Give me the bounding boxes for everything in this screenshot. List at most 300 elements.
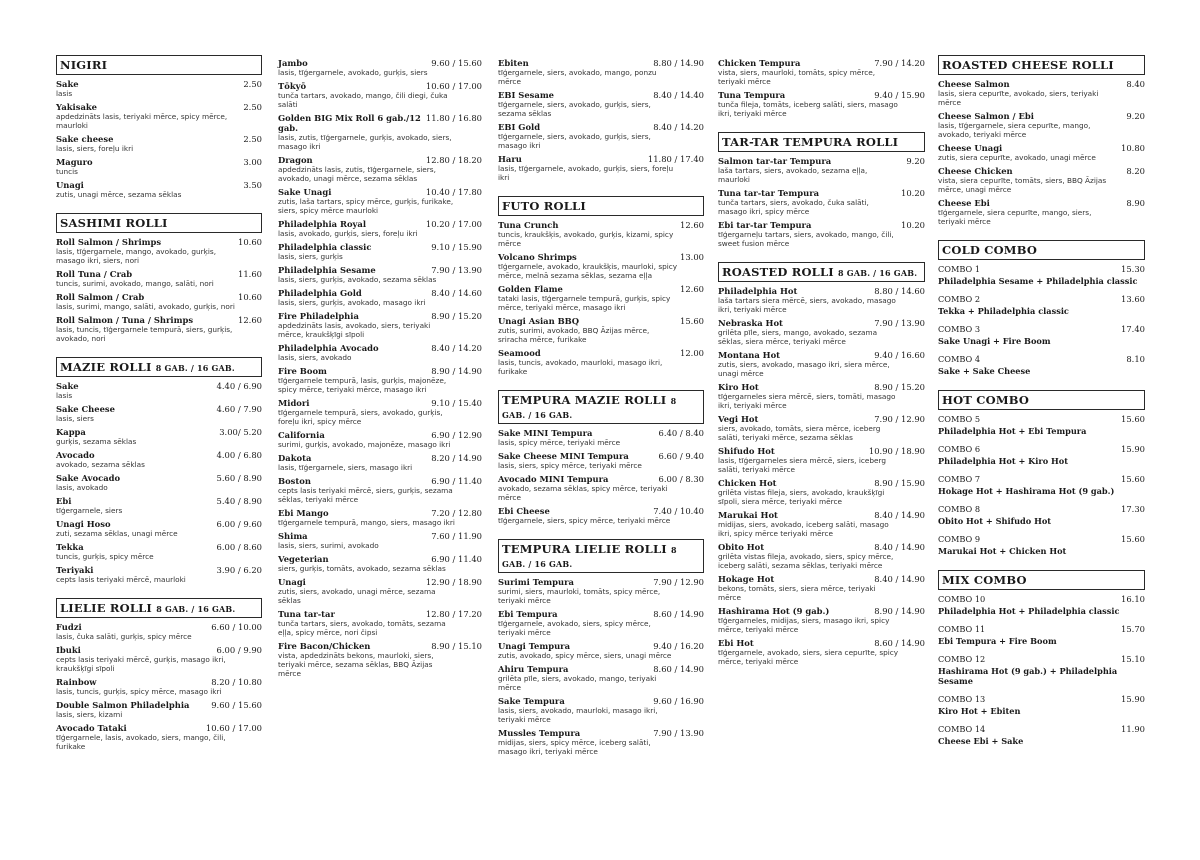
- menu-section: [498, 196, 704, 376]
- menu-item: [56, 102, 262, 130]
- combo-contents: Sake Unagi + Fire Boom: [938, 336, 1051, 346]
- menu-item-description: lasis, siers, gurķis, avokado, masago ikri: [278, 298, 426, 307]
- menu-item-description: lasis, avokado: [56, 483, 108, 492]
- menu-section: [56, 598, 262, 751]
- menu-item-name: Yakisake: [56, 102, 98, 112]
- section-title: ROASTED ROLLI: [722, 265, 834, 279]
- menu-item-price: 9.40 / 15.90: [874, 90, 925, 100]
- menu-item-price: 6.00 / 8.30: [658, 474, 704, 484]
- menu-item-description: tunča fileja, tomāts, iceberg salāti, siers, masago ikri, teriyaki mērce: [718, 100, 898, 118]
- menu-item-price: 8.40 / 14.40: [653, 90, 704, 100]
- menu-item-name: Unagi: [56, 180, 84, 190]
- menu-item-description: apdedzināts lasis, zutis, tīģergarnele, siers, avokado, unagi mērce, sezama sēklas: [278, 165, 436, 183]
- menu-item: [718, 220, 925, 248]
- menu-item: [938, 166, 1145, 194]
- menu-item: [56, 723, 262, 751]
- combo-row: [938, 594, 1145, 604]
- menu-item-description: lasis, siers, surimi, avokado: [278, 541, 379, 550]
- menu-item-description: lasis, siers, gurķis: [278, 252, 343, 261]
- menu-item-name: Seamood: [498, 348, 541, 358]
- menu-item-price: 6.60 / 9.40: [658, 451, 704, 461]
- menu-item: [938, 111, 1145, 139]
- combo-contents: Philadelphia Sesame + Philadelphia classic: [938, 276, 1138, 286]
- menu-item-price: 11.80 / 17.40: [647, 154, 704, 164]
- combo-row: [938, 444, 1145, 454]
- menu-item-price: 9.20: [1126, 111, 1145, 121]
- menu-item-description: lasis, tuncis, tīģergarnele tempurā, siers, gurķis, avokado, nori: [56, 325, 233, 343]
- section-subtitle: 8 GAB. / 16 GAB.: [502, 396, 677, 420]
- menu-item: [498, 474, 704, 502]
- menu-item-row: [278, 366, 482, 376]
- menu-item-name: Marukai Hot: [718, 510, 778, 520]
- menu-item-name: Avocado Tataki: [56, 723, 127, 733]
- menu-item-price: 9.60 / 15.60: [211, 700, 262, 710]
- menu-item: [498, 506, 704, 525]
- combo-row: [938, 624, 1145, 634]
- menu-item-name: Sake: [56, 79, 79, 89]
- section-title: NIGIRI: [60, 58, 108, 72]
- menu-item-price: 6.00 / 8.60: [216, 542, 262, 552]
- section-title: MIX COMBO: [942, 573, 1027, 587]
- menu-item-description: tuncis, surimi, avokado, mango, salāti, nori: [56, 279, 214, 288]
- menu-item-description: lasis, spicy mērce, teriyaki mērce: [498, 438, 621, 447]
- combo-contents: Hashirama Hot (9 gab.) + Philadelphia Sesame: [938, 666, 1118, 686]
- menu-item-description: lasis, tīģergarnele, siera cepurīte, mango, avokado, teriyaki mērce: [938, 121, 1091, 139]
- menu-item-row: [56, 645, 262, 655]
- menu-item: [56, 381, 262, 400]
- menu-item: [56, 134, 262, 153]
- menu-item-description: lasis, tīģergarnele, siers, masago ikri: [278, 463, 413, 472]
- menu-item-price: 13.00: [680, 252, 704, 262]
- menu-item: [938, 79, 1145, 107]
- menu-item-price: 8.90 / 15.90: [874, 478, 925, 488]
- menu-item-row: [498, 664, 704, 674]
- menu-column-2: [278, 58, 482, 692]
- menu-item: [56, 473, 262, 492]
- combo-row: [938, 724, 1145, 734]
- menu-item-price: 8.80 / 14.60: [874, 286, 925, 296]
- menu-item-price: 10.80: [1121, 143, 1145, 153]
- menu-item-row: [56, 292, 262, 302]
- menu-item-name: Hokage Hot: [718, 574, 775, 584]
- menu-item: [718, 188, 925, 216]
- combo-price: 15.10: [1121, 654, 1145, 664]
- menu-item-description: apdedzināts lasis, teriyaki mērce, spicy mērce, maurloki: [56, 112, 228, 130]
- menu-item-row: [718, 638, 925, 648]
- menu-item: [278, 476, 482, 504]
- combo-item: [938, 654, 1145, 686]
- menu-item-name: Dragon: [278, 155, 313, 165]
- menu-item-row: [56, 677, 262, 687]
- menu-item: [498, 577, 704, 605]
- menu-item-description: lasis, tuncis, avokado, maurloki, masago ikri, furikake: [498, 358, 663, 376]
- menu-item: [278, 81, 482, 109]
- section-header: [938, 570, 1145, 590]
- section-subtitle: 8 GAB. / 16 GAB.: [502, 545, 677, 569]
- menu-item-name: Roll Tuna / Crab: [56, 269, 133, 279]
- combo-item: [938, 534, 1145, 556]
- menu-item: [718, 318, 925, 346]
- menu-section: [498, 539, 704, 756]
- combo-price: 15.60: [1121, 414, 1145, 424]
- section-subtitle: 8 GAB. / 16 GAB.: [156, 604, 236, 614]
- menu-item-name: Volcano Shrimps: [498, 252, 577, 262]
- menu-item-description: laša tartars siera mērcē, siers, avokado, masago ikri, teriyaki mērce: [718, 296, 896, 314]
- menu-item-description: lasis, tuncis, gurķis, spicy mērce, masago ikri: [56, 687, 222, 696]
- menu-item-name: Hashirama Hot (9 gab.): [718, 606, 830, 616]
- menu-item-description: surimi, gurķis, avokado, majonēze, masago ikri: [278, 440, 451, 449]
- menu-item-description: lasis, surimi, mango, salāti, avokado, gurķis, nori: [56, 302, 235, 311]
- combo-item: [938, 354, 1145, 376]
- menu-item-row: [56, 157, 262, 167]
- combo-price: 17.30: [1121, 504, 1145, 514]
- menu-item: [498, 664, 704, 692]
- combo-price: 11.90: [1121, 724, 1145, 734]
- menu-item-row: [56, 237, 262, 247]
- menu-item: [718, 542, 925, 570]
- menu-item: [938, 198, 1145, 226]
- menu-item: [56, 237, 262, 265]
- menu-item-row: [498, 58, 704, 68]
- menu-item-row: [278, 609, 482, 619]
- combo-row: [938, 504, 1145, 514]
- menu-item-row: [718, 286, 925, 296]
- menu-item-row: [278, 288, 482, 298]
- combo-item: [938, 724, 1145, 746]
- menu-item-description: lasis, avokado, gurķis, siers, foreļu ikri: [278, 229, 418, 238]
- menu-item-name: Sake: [56, 381, 79, 391]
- menu-item-price: 8.80 / 14.90: [653, 58, 704, 68]
- menu-item-price: 11.60: [238, 269, 262, 279]
- menu-item-description: tīģergarnele tempurā, lasis, gurķis, majonēze, spicy mērce, teriyaki mērce, masago ikri: [278, 376, 447, 394]
- combo-name: COMBO 11: [938, 624, 986, 634]
- menu-item-price: 3.00/ 5.20: [219, 427, 262, 437]
- menu-item-name: Tekka: [56, 542, 84, 552]
- menu-item: [278, 265, 482, 284]
- menu-item-row: [56, 723, 262, 733]
- combo-name: COMBO 12: [938, 654, 986, 664]
- menu-item-name: Dakota: [278, 453, 312, 463]
- menu-item-price: 11.80 / 16.80: [425, 113, 482, 123]
- menu-item-row: [498, 451, 704, 461]
- menu-item-name: Ebi Hot: [718, 638, 754, 648]
- menu-item-row: [278, 242, 482, 252]
- menu-item-row: [718, 542, 925, 552]
- menu-item: [278, 343, 482, 362]
- menu-item-price: 12.60: [680, 284, 704, 294]
- menu-item: [278, 577, 482, 605]
- menu-item-row: [938, 111, 1145, 121]
- menu-item-price: 6.90 / 11.40: [431, 554, 482, 564]
- menu-item-row: [718, 510, 925, 520]
- menu-section: [278, 58, 482, 678]
- menu-item-row: [56, 473, 262, 483]
- menu-item-name: Ebiten: [498, 58, 529, 68]
- menu-item-price: 5.60 / 8.90: [216, 473, 262, 483]
- menu-item-name: Kiro Hot: [718, 382, 759, 392]
- menu-item: [56, 700, 262, 719]
- menu-item-row: [498, 90, 704, 100]
- menu-item: [498, 90, 704, 118]
- menu-item-row: [278, 641, 482, 651]
- combo-name: COMBO 1: [938, 264, 981, 274]
- menu-item-description: tīģergarneļu tartars, siers, avokado, mango, čili, sweet fusion mērce: [718, 230, 894, 248]
- menu-item-description: bekons, tomāts, siers, siera mērce, teriyaki mērce: [718, 584, 876, 602]
- menu-item: [278, 641, 482, 678]
- menu-item: [56, 157, 262, 176]
- menu-item-description: vista, siera cepurīte, tomāts, siers, BBQ Āzijas mērce, unagi mērce: [938, 176, 1107, 194]
- menu-item-price: 15.60: [680, 316, 704, 326]
- menu-item: [278, 609, 482, 637]
- menu-item-name: Sake Cheese MINI Tempura: [498, 451, 629, 461]
- menu-item-description: tīģergarneles siera mērcē, siers, tomāti, masago ikri, teriyaki mērce: [718, 392, 896, 410]
- combo-price: 15.90: [1121, 444, 1145, 454]
- menu-item-price: 9.40 / 16.60: [874, 350, 925, 360]
- menu-item-name: Maguro: [56, 157, 93, 167]
- menu-item-description: cepts lasis teriyaki mērcē, gurķis, masago ikri, kraukšķīgi sīpoli: [56, 655, 226, 673]
- menu-item-row: [718, 574, 925, 584]
- menu-item-name: Nebraska Hot: [718, 318, 783, 328]
- menu-item-description: tunča tartars, siers, avokado, tomāts, sezama eļļa, spicy mērce, nori čipsi: [278, 619, 446, 637]
- menu-item-name: Golden BIG Mix Roll 6 gab./12 gab.: [278, 113, 421, 133]
- menu-item-description: apdedzināts lasis, avokado, siers, teriyaki mērce, kraukšķīgi sīpoli: [278, 321, 431, 339]
- menu-item: [278, 453, 482, 472]
- menu-item-price: 7.20 / 12.80: [431, 508, 482, 518]
- menu-item-row: [56, 496, 262, 506]
- menu-item: [498, 122, 704, 150]
- menu-item-description: tuncis, kraukšķis, avokado, gurķis, kizami, spicy mērce: [498, 230, 674, 248]
- menu-item-price: 12.00: [680, 348, 704, 358]
- menu-item-name: Ebi Cheese: [498, 506, 550, 516]
- menu-item-row: [498, 696, 704, 706]
- section-header: [718, 132, 925, 152]
- menu-item-row: [718, 220, 925, 230]
- menu-item-description: siers, gurķis, tomāts, avokado, sezama sēklas: [278, 564, 446, 573]
- section-header: [56, 598, 262, 618]
- menu-item-price: 8.60 / 14.90: [653, 609, 704, 619]
- menu-item-name: Tuna Crunch: [498, 220, 559, 230]
- menu-item-row: [278, 476, 482, 486]
- menu-item-price: 4.60 / 7.90: [216, 404, 262, 414]
- combo-item: [938, 694, 1145, 716]
- menu-item-row: [718, 156, 925, 166]
- menu-item-name: Sake Cheese: [56, 404, 115, 414]
- menu-item-name: Cheese Unagi: [938, 143, 1003, 153]
- menu-item-name: Chicken Hot: [718, 478, 777, 488]
- menu-item-row: [718, 318, 925, 328]
- menu-item: [278, 288, 482, 307]
- combo-item: [938, 414, 1145, 436]
- menu-item-row: [56, 450, 262, 460]
- combo-price: 17.40: [1121, 324, 1145, 334]
- section-header: [938, 55, 1145, 75]
- menu-item-row: [56, 427, 262, 437]
- menu-item-row: [938, 198, 1145, 208]
- combo-price: 15.30: [1121, 264, 1145, 274]
- menu-item-name: Philadelphia Gold: [278, 288, 362, 298]
- menu-item-price: 8.90 / 14.90: [431, 366, 482, 376]
- menu-item-price: 10.90 / 18.90: [868, 446, 925, 456]
- menu-item-description: tīģergarnele, avokado, kraukšķis, maurloki, spicy mērce, melnā sezama sēklas, sezama eļļa: [498, 262, 678, 280]
- section-header: [498, 196, 704, 216]
- menu-item-description: lasis, siers, kizami: [56, 710, 123, 719]
- menu-item: [56, 404, 262, 423]
- section-header: [938, 390, 1145, 410]
- menu-item-price: 7.90 / 13.90: [431, 265, 482, 275]
- menu-item-row: [498, 284, 704, 294]
- menu-item-price: 12.80 / 17.20: [425, 609, 482, 619]
- menu-item-name: Tuna tar-tar Tempura: [718, 188, 820, 198]
- menu-item-name: Montana Hot: [718, 350, 781, 360]
- menu-item-name: Double Salmon Philadelphia: [56, 700, 190, 710]
- menu-item-price: 6.60 / 10.00: [211, 622, 262, 632]
- menu-item-description: tīģergarnele tempurā, siers, avokado, gurķis, foreļu ikri, spicy mērce: [278, 408, 443, 426]
- menu-item-description: cepts lasis teriyaki mērcē, siers, gurķis, sezama sēklas, teriyaki mērce: [278, 486, 453, 504]
- combo-row: [938, 294, 1145, 304]
- combo-item: [938, 504, 1145, 526]
- menu-item-row: [498, 474, 704, 484]
- combo-name: COMBO 9: [938, 534, 981, 544]
- menu-item-row: [278, 265, 482, 275]
- menu-item-name: Fire Bacon/Chicken: [278, 641, 371, 651]
- menu-item-description: tīģergarnele, lasis, avokado, siers, mango, čili, furikake: [56, 733, 226, 751]
- menu-item-description: zutis, laša tartars, spicy mērce, gurķis, furikake, siers, spicy mērce maurloki: [278, 197, 454, 215]
- menu-item-row: [718, 58, 925, 68]
- menu-item-price: 12.90 / 18.90: [425, 577, 482, 587]
- combo-price: 15.60: [1121, 474, 1145, 484]
- menu-item-row: [278, 508, 482, 518]
- menu-item: [718, 90, 925, 118]
- menu-item-price: 8.40 / 14.60: [431, 288, 482, 298]
- menu-column-1: [56, 55, 262, 765]
- menu-item-price: 3.90 / 6.20: [216, 565, 262, 575]
- menu-item-price: 9.60 / 16.90: [653, 696, 704, 706]
- menu-item-name: EBI Gold: [498, 122, 541, 132]
- menu-item-price: 6.40 / 8.40: [658, 428, 704, 438]
- menu-item-price: 12.60: [238, 315, 262, 325]
- menu-item: [56, 542, 262, 561]
- menu-item-description: tīģergarnele, siers, avokado, mango, ponzu mērce: [498, 68, 657, 86]
- menu-item-name: California: [278, 430, 325, 440]
- menu-section: [498, 390, 704, 525]
- menu-item-row: [56, 315, 262, 325]
- menu-item: [56, 496, 262, 515]
- menu-item-row: [278, 577, 482, 587]
- menu-item-name: Midori: [278, 398, 310, 408]
- menu-item-description: surimi, siers, maurloki, tomāts, spicy mērce, teriyaki mērce: [498, 587, 661, 605]
- menu-item-price: 6.90 / 11.40: [431, 476, 482, 486]
- menu-item: [718, 156, 925, 184]
- menu-item-price: 8.90 / 15.10: [431, 641, 482, 651]
- menu-item-price: 2.50: [243, 102, 262, 112]
- menu-item-row: [938, 143, 1145, 153]
- menu-item-name: Roll Salmon / Shrimps: [56, 237, 162, 247]
- combo-section: [938, 390, 1145, 556]
- menu-item-description: tuncis: [56, 167, 78, 176]
- menu-item-name: Cheese Salmon: [938, 79, 1010, 89]
- menu-item-description: lasis, siers, gurķis, avokado, sezama sēklas: [278, 275, 437, 284]
- menu-item-row: [56, 79, 262, 89]
- menu-item-row: [278, 531, 482, 541]
- menu-item-row: [56, 519, 262, 529]
- menu-item: [718, 638, 925, 666]
- menu-item-name: Tōkyō: [278, 81, 307, 91]
- menu-item-row: [56, 381, 262, 391]
- menu-item-name: Tuna Tempura: [718, 90, 786, 100]
- menu-item-price: 9.60 / 15.60: [431, 58, 482, 68]
- menu-item-description: lasis, siers, avokado, maurloki, masago ikri, teriyaki mērce: [498, 706, 658, 724]
- section-title: HOT COMBO: [942, 393, 1030, 407]
- menu-item-row: [56, 404, 262, 414]
- menu-item-name: Unagi Asian BBQ: [498, 316, 580, 326]
- combo-name: COMBO 2: [938, 294, 981, 304]
- menu-item: [498, 428, 704, 447]
- combo-row: [938, 324, 1145, 334]
- menu-item: [498, 728, 704, 756]
- menu-item-name: Philadelphia Avocado: [278, 343, 379, 353]
- menu-item-row: [278, 155, 482, 165]
- menu-item-row: [498, 122, 704, 132]
- menu-item-name: Ebi: [56, 496, 72, 506]
- menu-item-description: zuti, sezama sēklas, unagi mērce: [56, 529, 178, 538]
- menu-item: [278, 58, 482, 77]
- menu-item: [56, 79, 262, 98]
- menu-item-row: [498, 252, 704, 262]
- section-header: [56, 357, 262, 377]
- combo-name: COMBO 7: [938, 474, 981, 484]
- menu-item: [278, 531, 482, 550]
- section-title: TAR-TAR TEMPURA ROLLI: [722, 135, 899, 149]
- menu-item: [498, 348, 704, 376]
- menu-item-price: 7.90 / 13.90: [653, 728, 704, 738]
- menu-item-description: lasis, tīģergarnele, avokado, gurķis, siers, foreļu ikri: [498, 164, 674, 182]
- menu-item-price: 8.20 / 10.80: [211, 677, 262, 687]
- menu-item: [718, 510, 925, 538]
- menu-item: [278, 155, 482, 183]
- menu-item-row: [498, 506, 704, 516]
- menu-item-price: 6.00 / 9.90: [216, 645, 262, 655]
- menu-item-name: Haru: [498, 154, 522, 164]
- menu-item-description: tīģergarnele, siers: [56, 506, 123, 515]
- menu-section: [56, 55, 262, 199]
- menu-item-name: Jambo: [278, 58, 308, 68]
- menu-item-row: [278, 453, 482, 463]
- combo-item: [938, 624, 1145, 646]
- menu-item-name: Chicken Tempura: [718, 58, 801, 68]
- menu-item: [56, 677, 262, 696]
- menu-item-description: grilēta vistas fileja, avokado, siers, spicy mērce, iceberg salāti, sezama sēklas, teriyaki mērce: [718, 552, 894, 570]
- menu-item-name: Kappa: [56, 427, 86, 437]
- menu-item-description: lasis, siers, foreļu ikri: [56, 144, 134, 153]
- combo-row: [938, 534, 1145, 544]
- menu-item: [56, 269, 262, 288]
- combo-row: [938, 264, 1145, 274]
- menu-item-price: 6.00 / 9.60: [216, 519, 262, 529]
- menu-item-description: grilēta vistas fileja, siers, avokado, kraukšķīgi sīpoli, siera mērce, teriyaki mērce: [718, 488, 885, 506]
- menu-item-name: Fudzi: [56, 622, 82, 632]
- menu-item-price: 8.60 / 14.90: [653, 664, 704, 674]
- menu-item-price: 8.40 / 14.20: [431, 343, 482, 353]
- menu-item: [498, 154, 704, 182]
- menu-item-name: Sake cheese: [56, 134, 114, 144]
- menu-section: [938, 55, 1145, 226]
- menu-item-price: 8.20 / 14.90: [431, 453, 482, 463]
- menu-item: [498, 316, 704, 344]
- menu-item-row: [718, 382, 925, 392]
- menu-item-name: Roll Salmon / Tuna / Shrimps: [56, 315, 194, 325]
- menu-item-row: [498, 577, 704, 587]
- menu-item-description: tīģergarneles, midijas, siers, masago ikri, spicy mērce, teriyaki mērce: [718, 616, 890, 634]
